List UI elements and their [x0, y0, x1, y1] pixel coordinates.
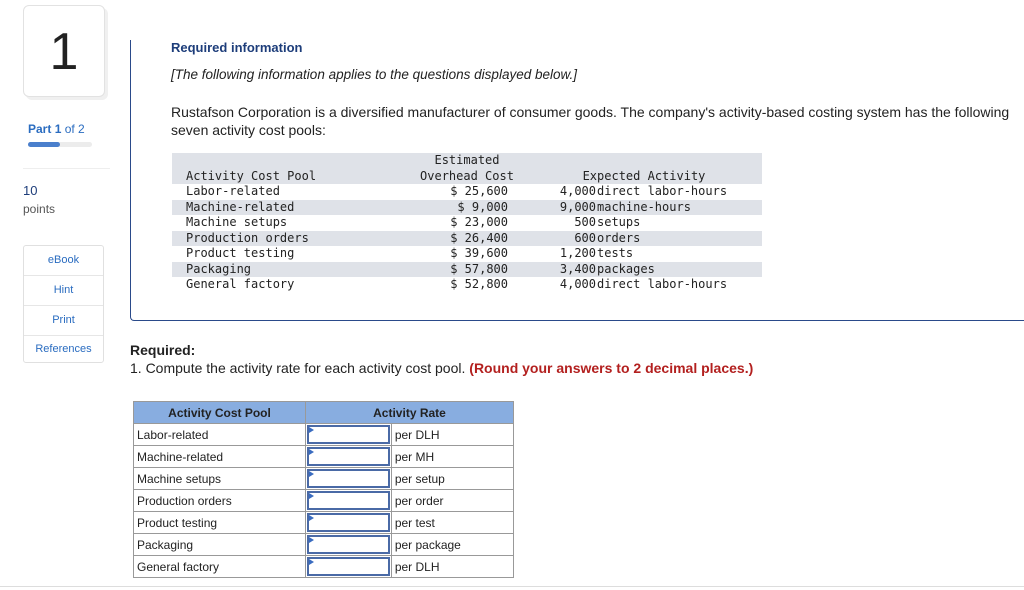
cell-cost: $ 39,600 — [450, 246, 508, 260]
cell-pool: Labor-related — [186, 184, 280, 198]
rate-input[interactable] — [307, 513, 390, 532]
answer-pool: Production orders — [134, 490, 306, 512]
data-table-row — [172, 262, 762, 278]
rate-input[interactable] — [307, 557, 390, 576]
cell-pool: Packaging — [186, 261, 252, 276]
rate-input-cell — [306, 512, 392, 534]
data-table-row — [172, 200, 762, 216]
cell-unit: setups — [597, 215, 641, 229]
part-number: 1 — [54, 122, 62, 136]
rate-input-cell — [306, 534, 392, 556]
answer-row — [134, 556, 514, 578]
cell-qty: 3,400 — [559, 261, 596, 276]
resource-links — [23, 245, 104, 363]
answer-pool: Labor-related — [134, 424, 306, 446]
cell-cost: $ 26,400 — [450, 230, 508, 245]
progress-fill — [28, 142, 60, 147]
ebook-link[interactable]: eBook — [24, 246, 103, 276]
answer-pool: Packaging — [134, 534, 306, 556]
rate-input[interactable] — [307, 469, 390, 488]
cell-pool: Product testing — [186, 246, 295, 260]
cell-qty: 500 — [574, 215, 596, 229]
cell-cost: $ 23,000 — [450, 215, 508, 229]
part-label: Part — [28, 122, 52, 136]
answer-table-body — [134, 424, 514, 578]
cell-pool: Machine-related — [186, 199, 295, 214]
info-note: [The following information applies to the questions displayed below.] — [171, 67, 577, 82]
rate-input-cell — [306, 490, 392, 512]
answer-pool: General factory — [134, 556, 306, 578]
cell-pool: Production orders — [186, 230, 309, 245]
hint-link[interactable]: Hint — [24, 276, 103, 306]
cell-cost: $ 9,000 — [457, 199, 508, 214]
cell-pool: General factory — [186, 277, 295, 291]
answer-header-pool: Activity Cost Pool — [134, 402, 306, 424]
data-table-row — [172, 277, 762, 293]
references-link[interactable]: References — [35, 343, 92, 355]
data-table-row — [172, 246, 762, 262]
required-text — [130, 360, 753, 376]
cell-qty: 4,000 — [559, 277, 596, 291]
data-table-row — [172, 215, 762, 231]
question-content — [171, 103, 1019, 293]
cell-qty: 600 — [574, 230, 596, 245]
answer-row — [134, 468, 514, 490]
rate-unit: per order — [391, 490, 513, 512]
header-activity: Expected Activity — [582, 168, 706, 183]
header-cost — [402, 153, 532, 184]
rate-input[interactable] — [307, 447, 390, 466]
answer-row — [134, 534, 514, 556]
cell-qty: 4,000 — [559, 184, 596, 198]
answer-pool: Machine-related — [134, 446, 306, 468]
rate-unit: per DLH — [391, 424, 513, 446]
rate-unit: per DLH — [391, 556, 513, 578]
cell-unit: packages — [597, 261, 655, 276]
rate-input-cell — [306, 468, 392, 490]
data-table-header — [172, 153, 762, 184]
data-table-row — [172, 184, 762, 200]
data-table-body — [172, 184, 762, 293]
cell-unit: direct labor-hours — [597, 277, 728, 291]
cell-unit: machine-hours — [597, 199, 691, 214]
question-number: 1 — [23, 5, 105, 97]
rate-input[interactable] — [307, 535, 390, 554]
intro-text: Rustafson Corporation is a diversified manufacturer of consumer goods. The company's activity-based costing system has the following seven activity cost pools: — [171, 104, 1010, 138]
activity-data-table — [172, 153, 762, 293]
answer-row — [134, 446, 514, 468]
rate-input[interactable] — [307, 491, 390, 510]
rate-input[interactable] — [307, 425, 390, 444]
cell-unit: orders — [597, 230, 641, 245]
answer-table — [133, 401, 514, 578]
answer-pool: Product testing — [134, 512, 306, 534]
bottom-divider — [0, 586, 1024, 587]
part-indicator — [28, 122, 85, 136]
cell-cost: $ 25,600 — [450, 184, 508, 198]
data-table-row — [172, 231, 762, 247]
cell-unit: direct labor-hours — [597, 184, 728, 198]
rate-unit: per test — [391, 512, 513, 534]
answer-row — [134, 424, 514, 446]
points-value: 10 — [23, 183, 38, 198]
cell-unit: tests — [597, 246, 634, 260]
rate-unit: per setup — [391, 468, 513, 490]
header-cost-line1: Estimated — [434, 153, 500, 167]
required-instruction: 1. Compute the activity rate for each activity cost pool. — [130, 360, 466, 376]
cell-cost: $ 52,800 — [450, 277, 508, 291]
cell-cost: $ 57,800 — [450, 261, 508, 276]
required-heading: Required: — [130, 342, 196, 358]
print-link[interactable]: Print — [24, 306, 103, 336]
answer-header-rate: Activity Rate — [306, 402, 514, 424]
rate-input-cell — [306, 424, 392, 446]
rounding-note: (Round your answers to 2 decimal places.) — [469, 360, 754, 376]
rate-input-cell — [306, 446, 392, 468]
rate-input-cell — [306, 556, 392, 578]
part-progress-bar — [28, 142, 92, 147]
answer-row — [134, 490, 514, 512]
points-label: points — [23, 202, 56, 216]
part-of: of 2 — [64, 122, 85, 136]
cell-qty: 9,000 — [559, 199, 596, 214]
rate-unit: per MH — [391, 446, 513, 468]
header-cost-line2: Overhead Cost — [420, 168, 514, 183]
rate-unit: per package — [391, 534, 513, 556]
answer-row — [134, 512, 514, 534]
header-pool: Activity Cost Pool — [186, 168, 317, 183]
required-info-heading: Required information — [171, 40, 303, 55]
cell-pool: Machine setups — [186, 215, 288, 229]
answer-pool: Machine setups — [134, 468, 306, 490]
divider — [23, 168, 110, 169]
cell-qty: 1,200 — [559, 246, 596, 260]
